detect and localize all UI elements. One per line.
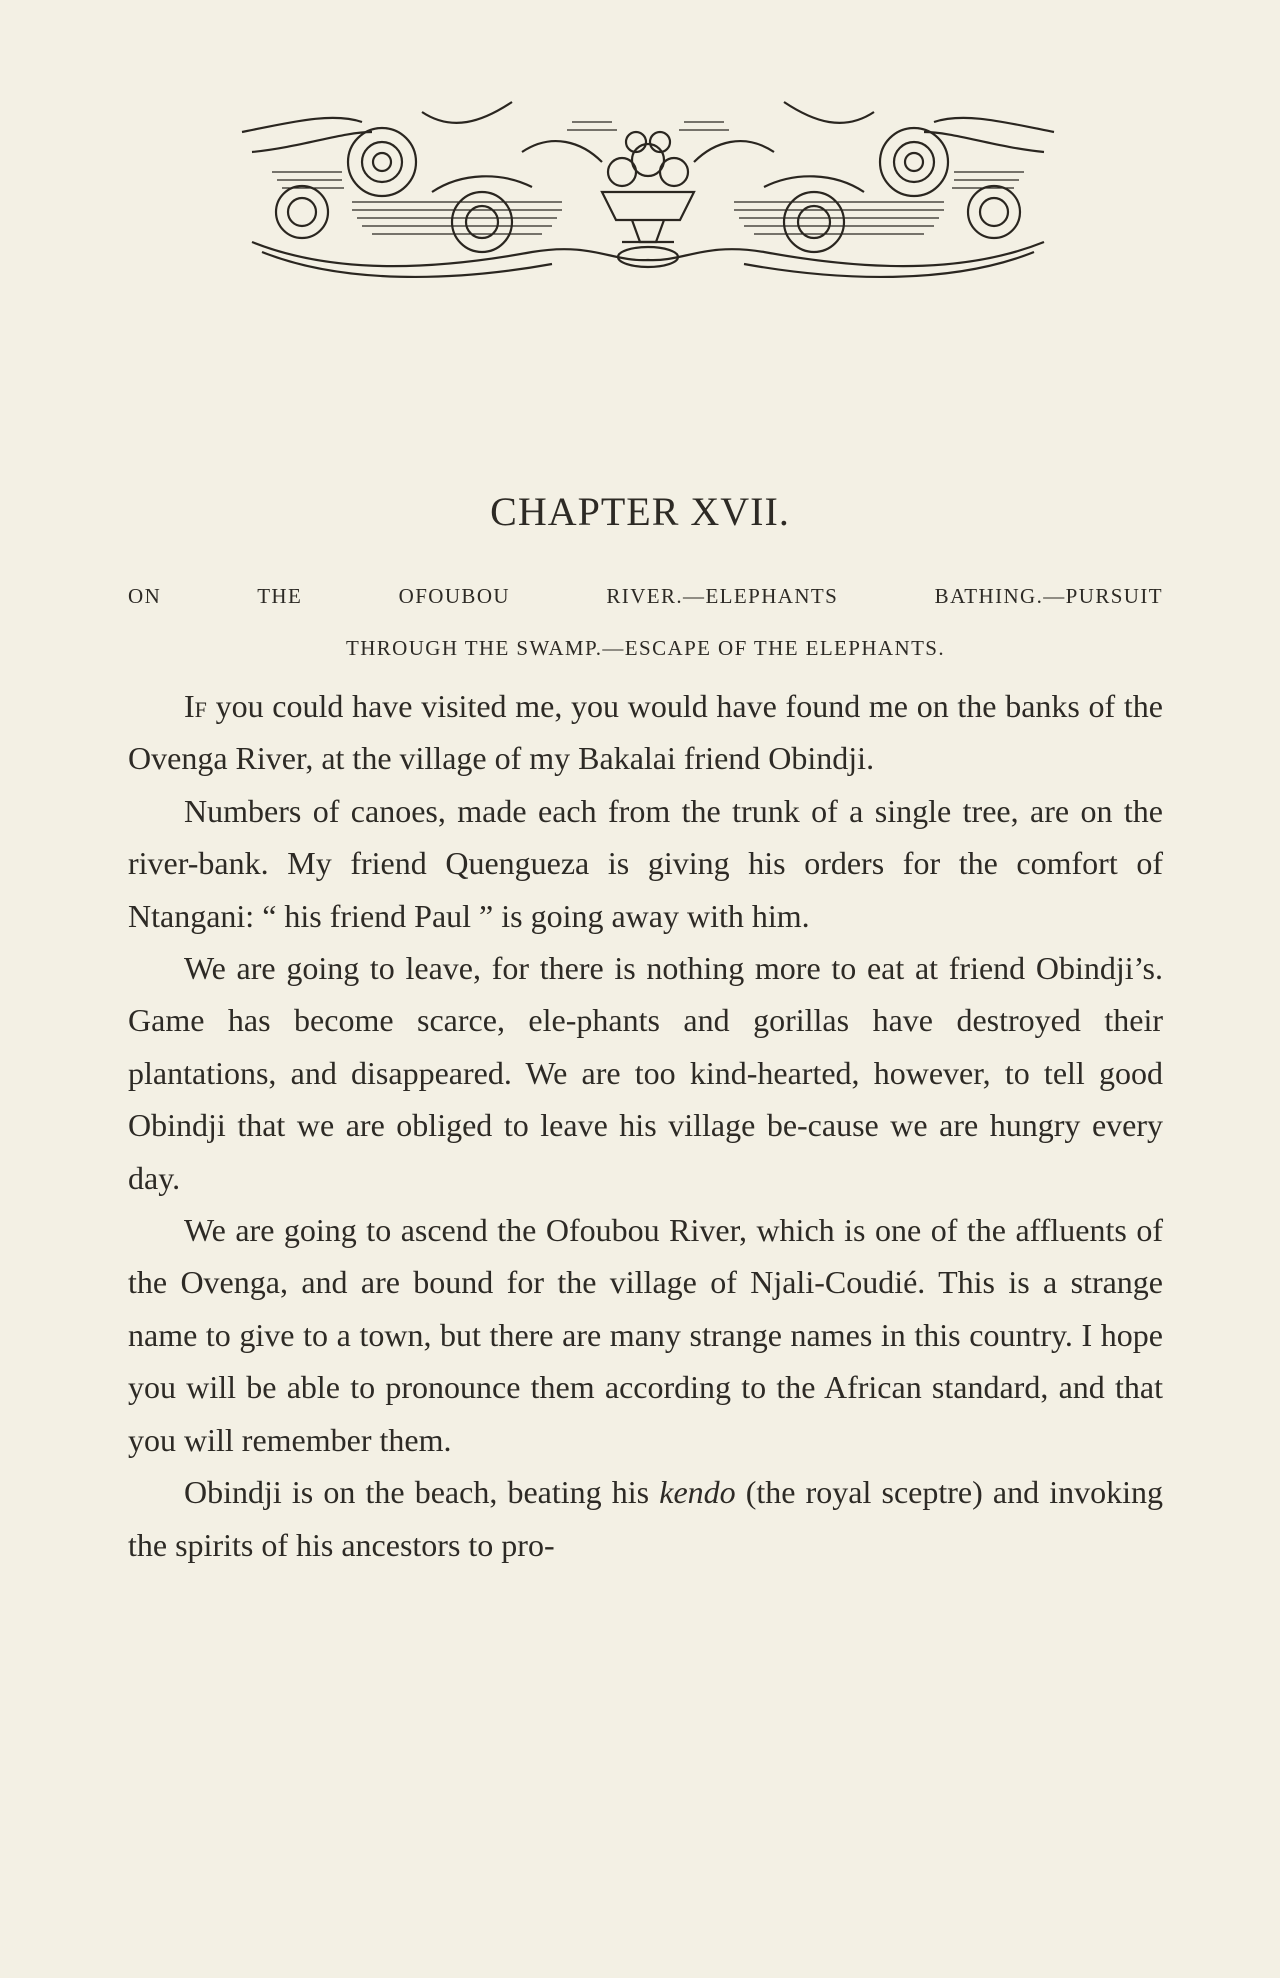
chapter-summary: [128, 570, 1163, 674]
paragraph-4: We are going to ascend the Ofoubou River, which is one of the affluents of the Ovenga, and are bound for the village of Njali-Coudié. This is a strange name to give to a town, but there are many strange names in this country. I hope you will be able to pronounce them according to the African standard, and that you will remember them.: [128, 1212, 1163, 1458]
paragraph-text: you could have visited me, you would have found me on the banks of the Ovenga River, at the village of my Bakalai friend Obindji.: [128, 688, 1163, 777]
paragraph-5: [128, 1466, 1163, 1571]
paragraph-1: [128, 680, 1163, 785]
body-text: [128, 680, 1163, 1571]
paragraph-3: We are going to leave, for there is nothing more to eat at friend Obindji’s. Game has become scarce, ele-phants and gorillas have destroyed their plantations, and disappeared. We are too kind-hearted, however, to tell good Obindji that we are obliged to leave his village be-cause we are hungry every day.: [128, 950, 1163, 1196]
chapter-summary-line-2: THROUGH THE SWAMP.—ESCAPE OF THE ELEPHANTS.: [345, 636, 946, 660]
dropcap-word: If: [184, 688, 207, 724]
paragraph-text-after: (the royal sceptre) and invoking the spirits of his ancestors to pro-: [128, 1474, 1164, 1563]
paragraph-2: Numbers of canoes, made each from the trunk of a single tree, are on the river-bank. My friend Quengueza is giving his orders for the comfort of Ntangani: “ his friend Paul ” is going away with him.: [128, 792, 1163, 934]
chapter-title: CHAPTER XVII.: [490, 489, 790, 534]
chapter-summary-line-1: ON THE OFOUBOU RIVER.—ELEPHANTS BATHING.—PURSUIT: [128, 584, 1163, 608]
paragraph-text-before: Obindji is on the beach, beating his: [184, 1474, 660, 1511]
italic-word: kendo: [659, 1474, 736, 1511]
decorative-foliage-headpiece-icon: [232, 92, 1064, 282]
